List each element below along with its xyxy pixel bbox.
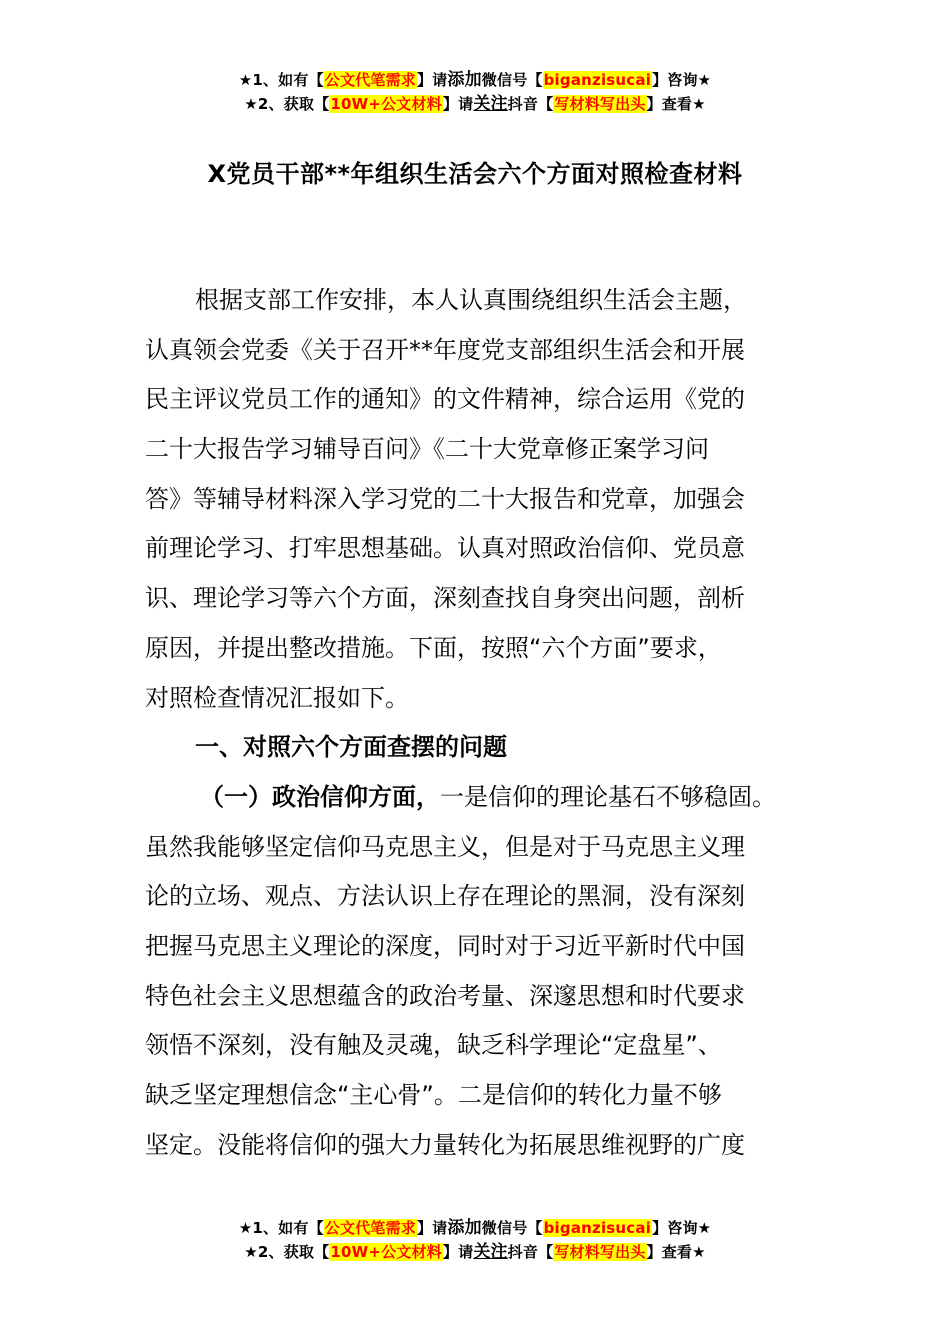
banner-text: 添加 [447, 70, 482, 90]
paragraph-line: 前理论学习、打牢思想基础。认真对照政治信仰、党员意 [145, 534, 745, 563]
banner-line-2 [0, 1240, 950, 1264]
banner-highlight: 公文代笔需求 [324, 1219, 416, 1237]
paragraph-line: 识、理论学习等六个方面，深刻查找自身突出问题，剖析 [145, 584, 745, 613]
banner-text: 微信号【 [481, 1219, 543, 1237]
footer-banner [0, 1216, 950, 1264]
banner-highlight: 写材料写出头 [554, 95, 646, 113]
banner-highlight: 写材料写出头 [554, 1243, 646, 1261]
banner-line-2 [0, 92, 950, 116]
banner-text: ★1、如有【 [238, 1219, 324, 1237]
section-heading [145, 723, 825, 773]
paragraph-line: 论的立场、观点、方法认识上存在理论的黑洞，没有深刻 [145, 882, 745, 911]
paragraph-line: 领悟不深刻，没有触及灵魂，缺乏科学理论“定盘星”、 [145, 1031, 722, 1060]
paragraph-line: 答》等辅导材料深入学习党的二十大报告和党章，加强会 [145, 484, 745, 513]
document-body [145, 276, 825, 1170]
banner-text: ★1、如有【 [238, 71, 324, 89]
banner-highlight: 公文代笔需求 [324, 71, 416, 89]
paragraph-line: 认真领会党委《关于召开**年度党支部组织生活会和开展 [145, 335, 745, 364]
banner-text: 微信号【 [481, 71, 543, 89]
subsection-heading: （一）政治信仰方面， [200, 782, 440, 811]
banner-text: 关注 [473, 1242, 508, 1262]
paragraph-line: 民主评议党员工作的通知》的文件精神，综合运用《党的 [145, 385, 745, 414]
paragraph-line: 对照检查情况汇报如下。 [145, 683, 409, 712]
banner-line-1 [0, 68, 950, 92]
paragraph-line: 坚定。没能将信仰的强大力量转化为拓展思维视野的广度 [145, 1130, 745, 1159]
banner-text: 关注 [473, 94, 508, 114]
banner-text: 】请 [416, 71, 448, 89]
banner-text: 】查看★ [646, 95, 706, 113]
banner-text: ★2、获取【 [244, 95, 330, 113]
subsection-text: 一是信仰的理论基石不够稳固。 [440, 782, 776, 811]
paragraph-line: 虽然我能够坚定信仰马克思主义，但是对于马克思主义理 [145, 832, 745, 861]
banner-text: 】请 [416, 1219, 448, 1237]
banner-text: 抖音【 [507, 1243, 554, 1261]
banner-text: 抖音【 [507, 95, 554, 113]
banner-highlight: 10W+公文材料 [330, 95, 442, 113]
subsection-line [145, 773, 825, 823]
header-banner [0, 68, 950, 116]
paragraph-line: 二十大报告学习辅导百问》《二十大党章修正案学习问 [145, 435, 709, 464]
banner-text: 】查看★ [646, 1243, 706, 1261]
banner-text: 】请 [442, 95, 474, 113]
paragraph-line: 原因，并提出整改措施。下面，按照“六个方面”要求， [145, 633, 722, 662]
banner-text: 】咨询★ [652, 1219, 712, 1237]
paragraph-line: 把握马克思主义理论的深度，同时对于习近平新时代中国 [145, 931, 745, 960]
banner-highlight: 10W+公文材料 [330, 1243, 442, 1261]
document-title: X党员干部**年组织生活会六个方面对照检查材料 [207, 160, 743, 188]
paragraph-line: 缺乏坚定理想信念“主心骨”。二是信仰的转化力量不够 [145, 1081, 722, 1109]
section-heading-text: 一、对照六个方面查摆的问题 [195, 733, 507, 762]
banner-text: 】咨询★ [652, 71, 712, 89]
banner-highlight: biganzisucai [543, 1219, 652, 1237]
banner-text: 添加 [447, 1218, 482, 1238]
banner-line-1 [0, 1216, 950, 1240]
paragraph-line: 根据支部工作安排，本人认真围绕组织生活会主题， [195, 286, 747, 314]
banner-text: ★2、获取【 [244, 1243, 330, 1261]
paragraph-line: 特色社会主义思想蕴含的政治考量、深邃思想和时代要求 [145, 981, 745, 1010]
banner-text: 】请 [442, 1243, 474, 1261]
banner-highlight: biganzisucai [543, 71, 652, 89]
